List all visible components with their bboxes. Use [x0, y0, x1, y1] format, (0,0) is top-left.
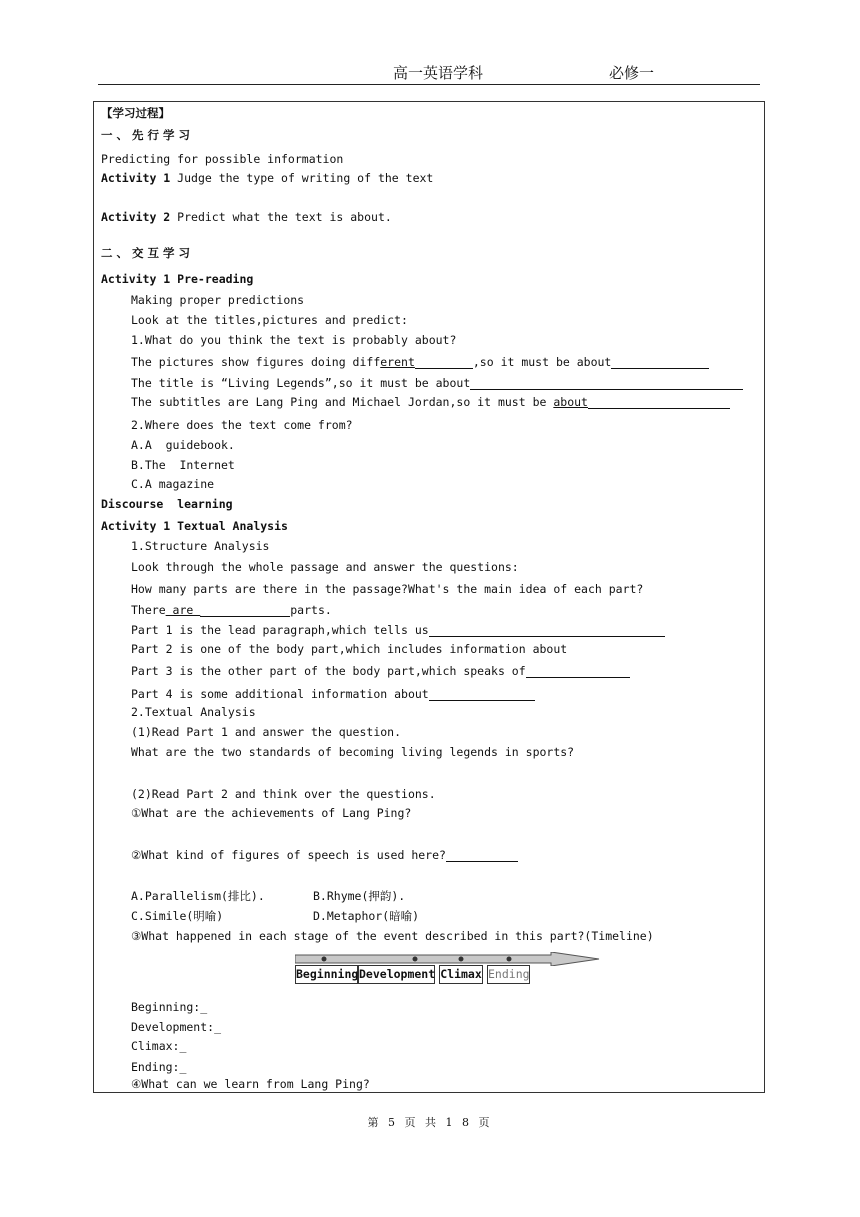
figure-option-b: B.Rhyme(押韵).	[313, 889, 406, 903]
part-3-line	[131, 664, 630, 678]
section-title: 【学习过程】	[101, 106, 170, 120]
pictures-text-2: ,so it must be about	[472, 355, 612, 369]
pre-reading-heading: Activity 1 Pre-reading	[101, 272, 254, 286]
header-subject: 高一英语学科	[393, 64, 484, 82]
answer-blank[interactable]	[526, 665, 630, 678]
answer-blank[interactable]	[588, 396, 730, 409]
title-line-text: The title is “Living Legends”,so it must be about	[131, 376, 471, 390]
structure-analysis: 1.Structure Analysis	[131, 539, 270, 553]
question-2: 2.Where does the text come from?	[131, 418, 353, 432]
achievements-question: ①What are the achievements of Lang Ping?	[131, 806, 412, 820]
activity2-text: Predict what the text is about.	[170, 210, 392, 224]
climax-answer: Climax:_	[131, 1039, 187, 1053]
part1-intro: Predicting for possible information	[101, 152, 344, 166]
how-many-parts: How many parts are there in the passage?What's the main idea of each part?	[131, 582, 644, 596]
activity1-label: Activity 1	[101, 171, 171, 185]
part-1-text: Part 1 is the lead paragraph,which tells us	[131, 623, 429, 637]
timeline-arrow	[295, 952, 601, 966]
part-3-text: Part 3 is the other part of the body part,which speaks of	[131, 664, 526, 678]
two-standards-question: What are the two standards of becoming living legends in sports?	[131, 745, 575, 759]
figures-text: ②What kind of figures of speech is used here?	[131, 848, 446, 862]
development-answer: Development:_	[131, 1020, 222, 1034]
answer-blank[interactable]	[470, 377, 743, 390]
figure-option-c: C.Simile(明喻)	[131, 909, 224, 923]
pictures-line	[131, 355, 709, 369]
option-a: A.A guidebook.	[131, 438, 235, 452]
pictures-text: The pictures show figures doing diff	[131, 355, 381, 369]
activity2-label: Activity 2	[101, 210, 171, 224]
stage-question: ③What happened in each stage of the event described in this part?(Timeline)	[131, 929, 654, 943]
subtitles-underlined: about	[553, 395, 588, 409]
figures-question	[131, 848, 518, 862]
option-b: B.The Internet	[131, 458, 235, 472]
answer-blank[interactable]	[446, 849, 518, 862]
look-through: Look through the whole passage and answer the questions:	[131, 560, 519, 574]
learn-question: ④What can we learn from Lang Ping?	[131, 1077, 370, 1091]
part-4-line	[131, 687, 535, 701]
parts-text: parts.	[290, 603, 332, 617]
answer-blank[interactable]	[200, 604, 290, 617]
timeline-development: Development	[358, 965, 435, 984]
there-are-line	[131, 603, 332, 617]
title-line	[131, 376, 743, 390]
figure-option-a: A.Parallelism(排比).	[131, 889, 265, 903]
making-predictions: Making proper predictions	[131, 293, 305, 307]
pictures-underlined: erent	[380, 355, 415, 369]
part1-activity2	[101, 210, 392, 224]
answer-blank[interactable]	[429, 688, 535, 701]
part1-activity1	[101, 171, 433, 185]
timeline-beginning: Beginning	[295, 965, 358, 984]
part-2-line: Part 2 is one of the body part,which includes information about	[131, 642, 568, 656]
header-rule	[98, 84, 760, 85]
read-part-2: (2)Read Part 2 and think over the questions.	[131, 787, 436, 801]
option-c: C.A magazine	[131, 477, 215, 491]
part-1-line	[131, 623, 665, 637]
subtitles-text: The subtitles are Lang Ping and Michael Jordan,so it must be	[131, 395, 554, 409]
figure-option-d: D.Metaphor(暗喻)	[313, 909, 420, 923]
textual-analysis: 2.Textual Analysis	[131, 705, 256, 719]
answer-blank[interactable]	[415, 356, 473, 369]
timeline-climax: Climax	[439, 965, 483, 984]
there-text: There	[131, 603, 166, 617]
answer-blank[interactable]	[429, 624, 665, 637]
textual-analysis-heading: Activity 1 Textual Analysis	[101, 519, 288, 533]
there-underlined: are	[165, 603, 201, 617]
header-book: 必修一	[609, 64, 655, 82]
read-part-1: (1)Read Part 1 and answer the question.	[131, 725, 402, 739]
activity1-text: Judge the type of writing of the text	[170, 171, 434, 185]
subtitles-line	[131, 395, 730, 409]
page-footer: 第 5 页 共 1 8 页	[367, 1116, 493, 1129]
part2-title: 二、交互学习	[101, 246, 194, 260]
part1-title: 一、先行学习	[101, 128, 194, 142]
timeline-ending: Ending	[487, 965, 530, 984]
question-1: 1.What do you think the text is probably about?	[131, 333, 457, 347]
discourse-heading: Discourse learning	[101, 497, 233, 511]
look-at-titles: Look at the titles,pictures and predict:	[131, 313, 408, 327]
ending-answer: Ending:_	[131, 1060, 187, 1074]
beginning-answer: Beginning:_	[131, 1000, 208, 1014]
part-4-text: Part 4 is some additional information about	[131, 687, 429, 701]
page-header	[0, 62, 860, 84]
answer-blank[interactable]	[611, 356, 709, 369]
